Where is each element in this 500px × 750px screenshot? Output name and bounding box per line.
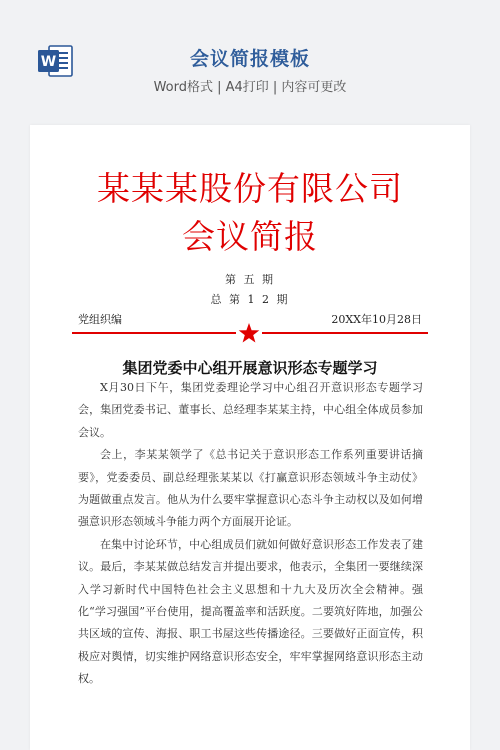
total-issue-number: 总 第 1 2 期 (210, 293, 290, 306)
red-divider-left (72, 332, 236, 334)
page-header (0, 0, 500, 118)
issue-number: 第 五 期 (225, 273, 275, 286)
issue-date: 20XX年10月28日 (331, 313, 422, 326)
page-title: 会议简报模板 (189, 48, 310, 70)
word-icon-letter: W (40, 54, 57, 70)
article-paragraph: 会上，李某某领学了《总书记关于意识形态工作系列重要讲话摘要》，党委委员、副总经理张某某以《打赢意识形态领域斗争主动仗》为题做重点发言。他从为什么要牢掌握意识心态斗争主动权以及如何增强意识形态领域斗争能力两个方面展开论证。 (78, 448, 423, 529)
report-name: 会议简报 (182, 217, 318, 256)
article-paragraph: 在集中讨论环节，中心组成员们就如何做好意识形态工作发表了建议。最后，李某某做总结发言并提出要求，他表示，全集团一要继续深入学习新时代中国特色社会主义思想和十九大及历次全会精神。强化“学习强国”平台使用，提高覆盖率和活跃度。二要筑好阵地，加强公共区域的宣传、海报、职工书屋这些传播途径。三要做好正面宣传，积极应对舆情，切实维护网络意识形态安全，牢牢掌握网络意识形态主动权。 (78, 537, 423, 686)
star-icon (237, 321, 261, 345)
page-subtitle: Word格式 | A4打印 | 内容可更改 (153, 80, 347, 95)
article-body (78, 377, 423, 691)
company-name: 某某某股份有限公司 (97, 169, 403, 208)
article-paragraph: X月30日下午，集团党委理论学习中心组召开意识形态专题学习会，集团党委书记、董事长、总经理李某某主持，中心组全体成员参加会议。 (78, 381, 423, 439)
issuer-label: 党组织编 (78, 313, 122, 326)
article-title: 集团党委中心组开展意识形态专题学习 (122, 359, 378, 377)
document-page (30, 125, 470, 750)
red-divider-right (262, 332, 428, 334)
